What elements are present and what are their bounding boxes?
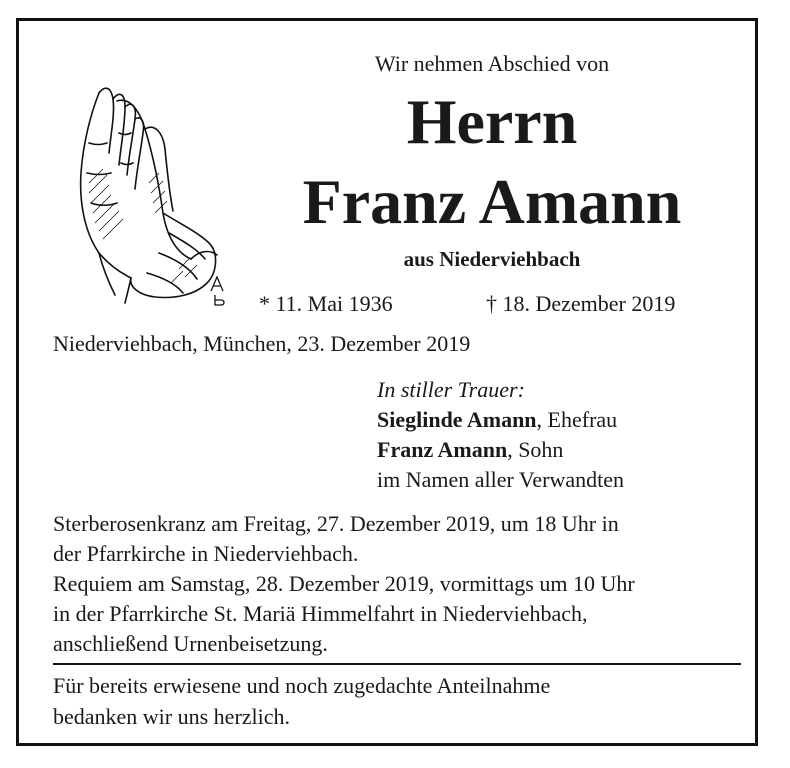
deceased-name: Franz Amann [302, 166, 682, 237]
birth-date: * 11. Mai 1936 [259, 291, 393, 316]
thanks-line: bedanken wir uns herzlich. [53, 704, 291, 729]
death-date: † 18. Dezember 2019 [486, 291, 676, 316]
mourner-line [377, 435, 624, 465]
obituary-notice [16, 18, 758, 746]
services-line: Sterberosenkranz am Freitag, 27. Dezember 2019, um 18 Uhr in [53, 511, 619, 536]
mourner-name: Sieglinde Amann [377, 407, 537, 432]
services-line: der Pfarrkirche in Niederviehbach. [53, 541, 359, 566]
services-line: anschließend Urnenbeisetzung. [53, 631, 328, 656]
divider [53, 663, 741, 665]
mourners-block [377, 375, 624, 495]
mourners-closing: im Namen aller Verwandten [377, 467, 625, 492]
services-text [53, 509, 743, 659]
intro-text: Wir nehmen Abschied von [374, 51, 610, 76]
mourner-relation: , Ehefrau [536, 407, 618, 432]
origin: aus Niederviehbach [403, 247, 581, 271]
thanks-line: Für bereits erwiesene und noch zugedachte Anteilnahme [53, 673, 551, 698]
services-line: Requiem am Samstag, 28. Dezember 2019, vormittags um 10 Uhr [53, 571, 635, 596]
mourner-relation: , Sohn [507, 437, 564, 462]
mourner-name: Franz Amann [377, 437, 508, 462]
thanks-text [53, 670, 550, 732]
mourner-line [377, 405, 624, 435]
salutation: Herrn [406, 86, 578, 157]
mourners-heading: In stiller Trauer: [377, 377, 525, 402]
services-line: in der Pfarrkirche St. Mariä Himmelfahrt in Niederviehbach, [53, 601, 588, 626]
place-and-date: Niederviehbach, München, 23. Dezember 2019 [53, 331, 471, 356]
